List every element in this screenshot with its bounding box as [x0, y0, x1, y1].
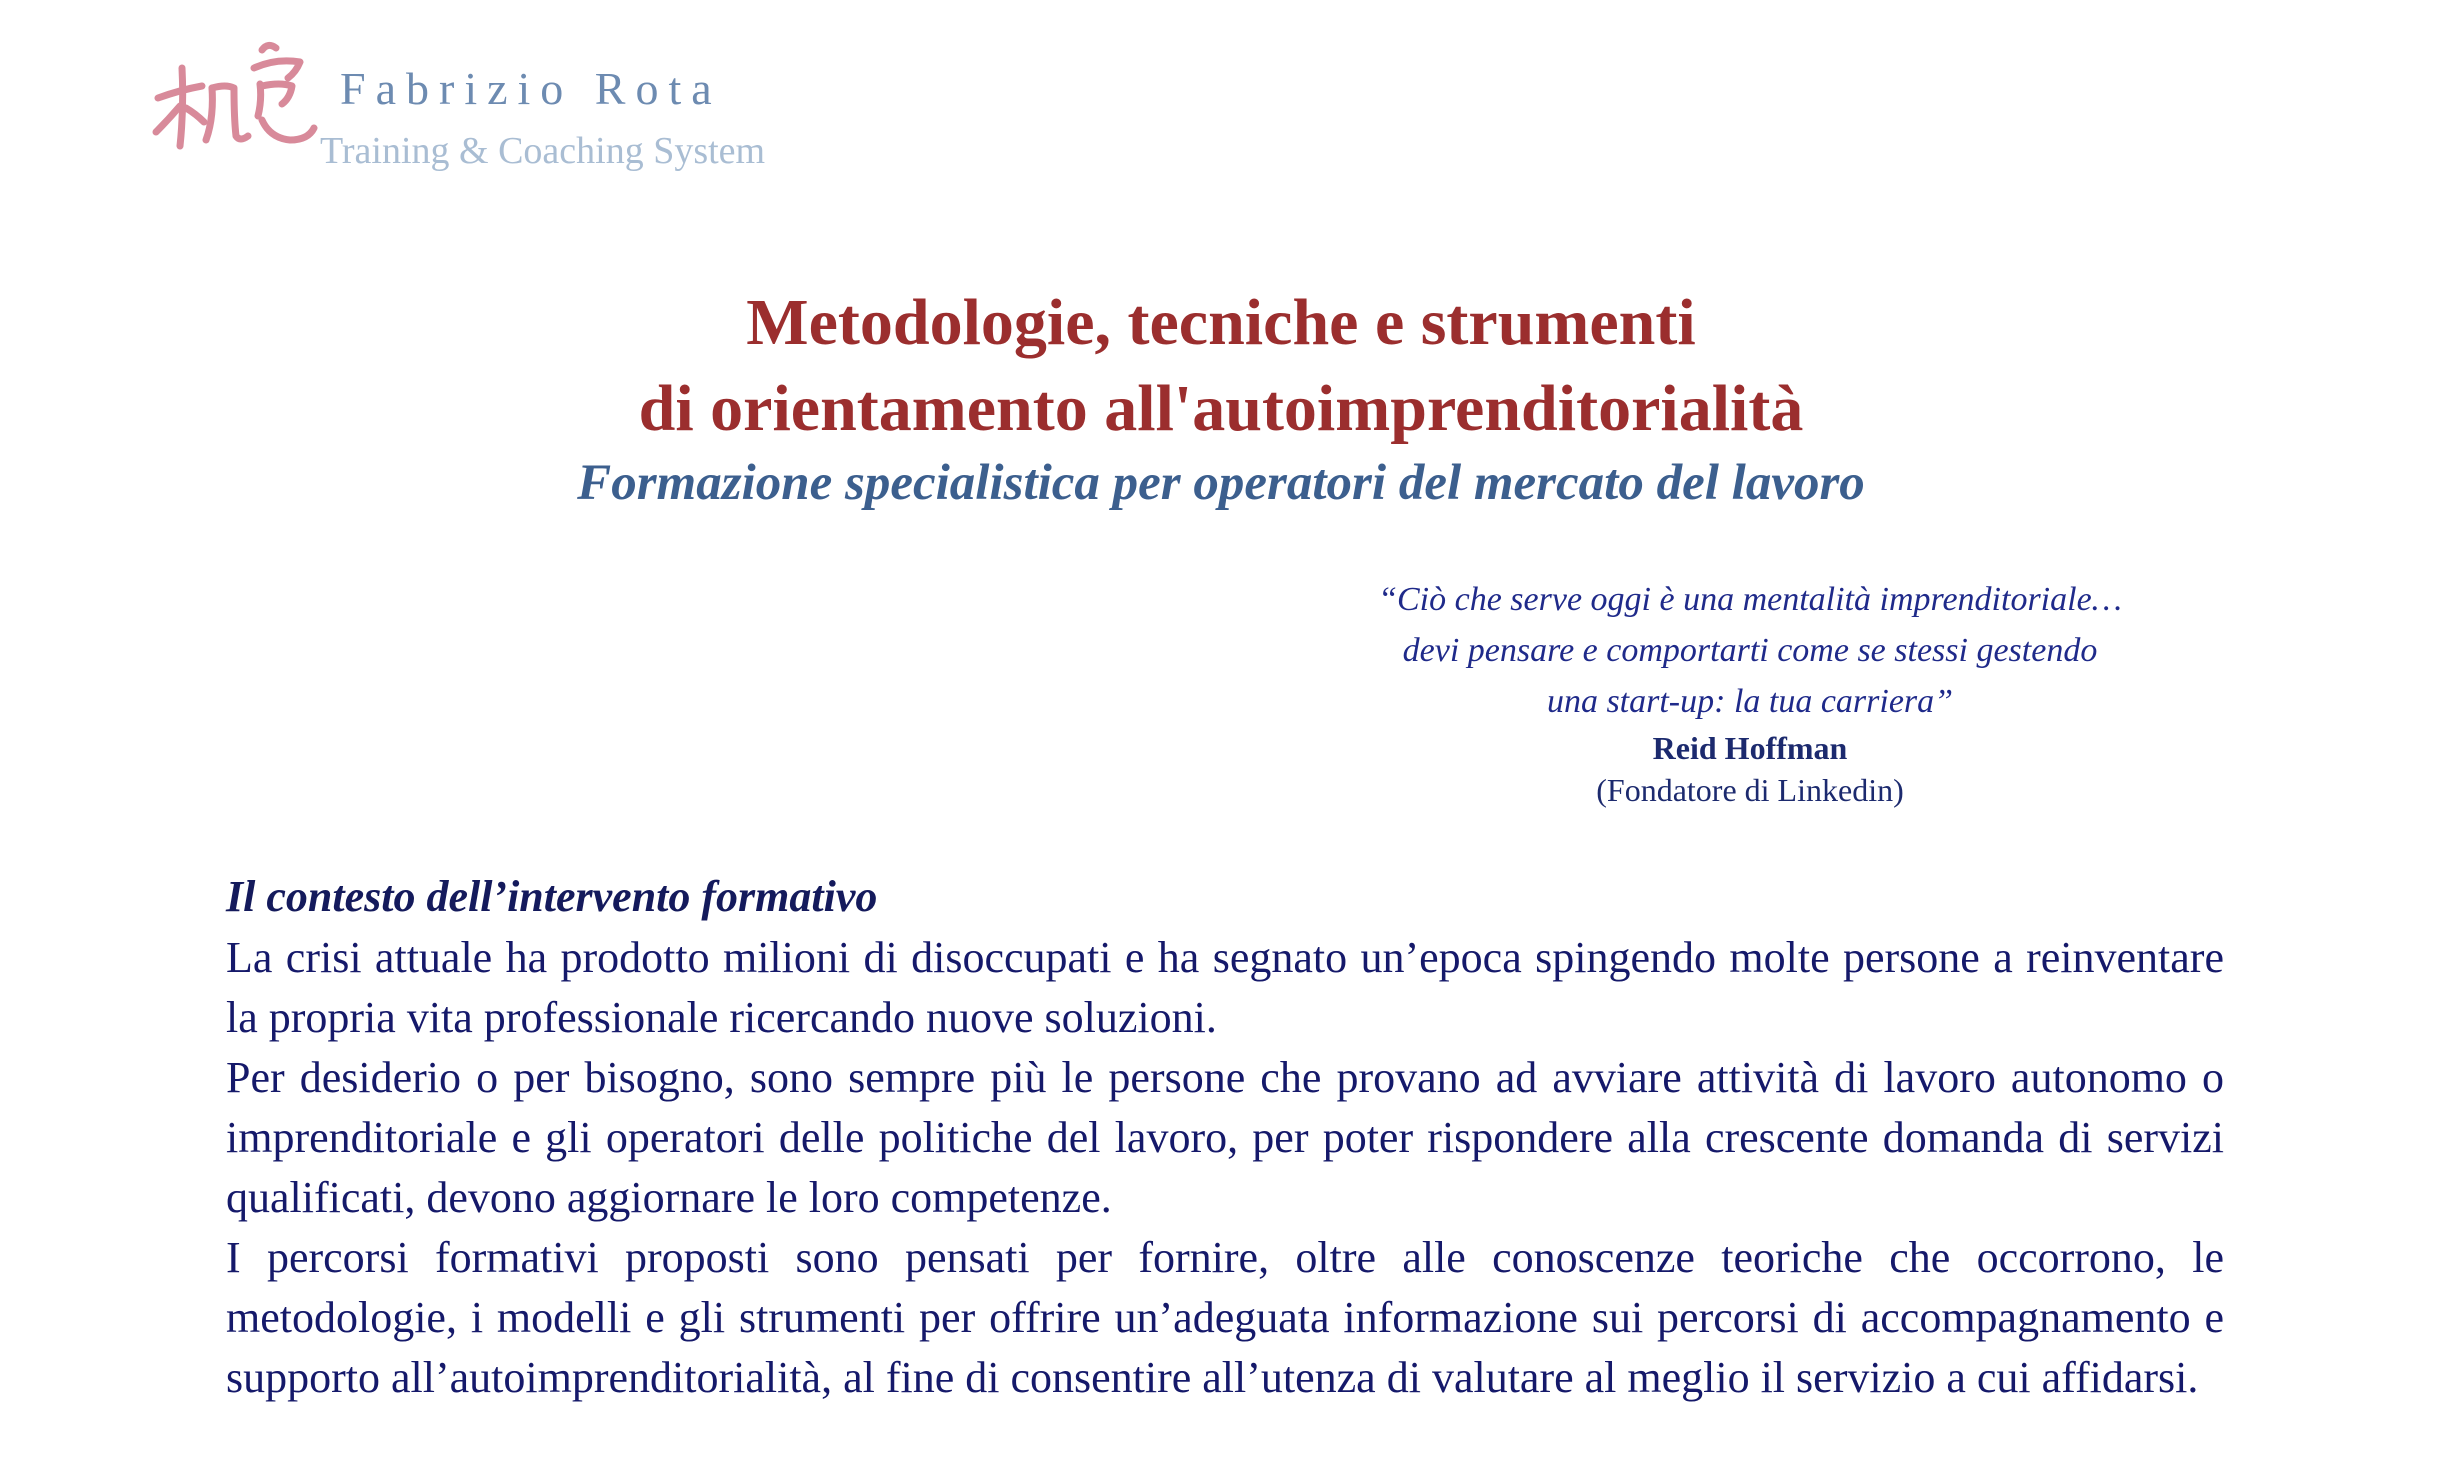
page-title-line-2: di orientamento all'autoimprenditorialità [638, 372, 1804, 445]
quote-line: devi pensare e comportarti come se stessi gestendo [1402, 632, 2098, 669]
context-section [226, 866, 2224, 1408]
quote-line: “Ciò che serve oggi è una mentalità imprenditoriale… [1378, 581, 2122, 618]
title-block [0, 280, 2442, 514]
brand-logo [150, 28, 850, 188]
body-paragraph: Per desiderio o per bisogno, sono sempre più le persone che provano ad avviare attività di lavoro autonomo o imprenditoriale e gli operatori delle politiche del lavoro, per poter rispondere alla crescente domanda di servizi qualificati, devono aggiornare le loro competenze. [226, 1053, 2224, 1222]
page-title-line-1: Metodologie, tecniche e strumenti [746, 286, 1696, 359]
logo-tagline: Training & Coaching System [320, 130, 766, 172]
quote-author: Reid Hoffman [1652, 730, 1848, 766]
epigraph-quote [1250, 574, 2250, 811]
body-paragraph: I percorsi formativi proposti sono pensati per fornire, oltre alle conoscenze teoriche che occorrono, le metodologie, i modelli e gli strumenti per offrire un’adeguata informazione sui percorsi di accompagnamento e supporto all’autoimprenditorialità, al fine di consentire all’utenza di valutare al meglio il servizio a cui affidarsi. [226, 1233, 2224, 1402]
quote-author-role: (Fondatore di Linkedin) [1596, 772, 1904, 808]
logo-name: Fabrizio Rota [340, 63, 722, 114]
quote-line: una start-up: la tua carriera” [1546, 683, 1954, 720]
section-heading: Il contesto dell’intervento formativo [226, 872, 878, 921]
calligraphy-logo-icon [150, 28, 320, 158]
body-paragraph: La crisi attuale ha prodotto milioni di disoccupati e ha segnato un’epoca spingendo molte persone a reinventare la propria vita professionale ricercando nuove soluzioni. [226, 933, 2224, 1042]
page-subtitle: Formazione specialistica per operatori del mercato del lavoro [577, 455, 1865, 511]
